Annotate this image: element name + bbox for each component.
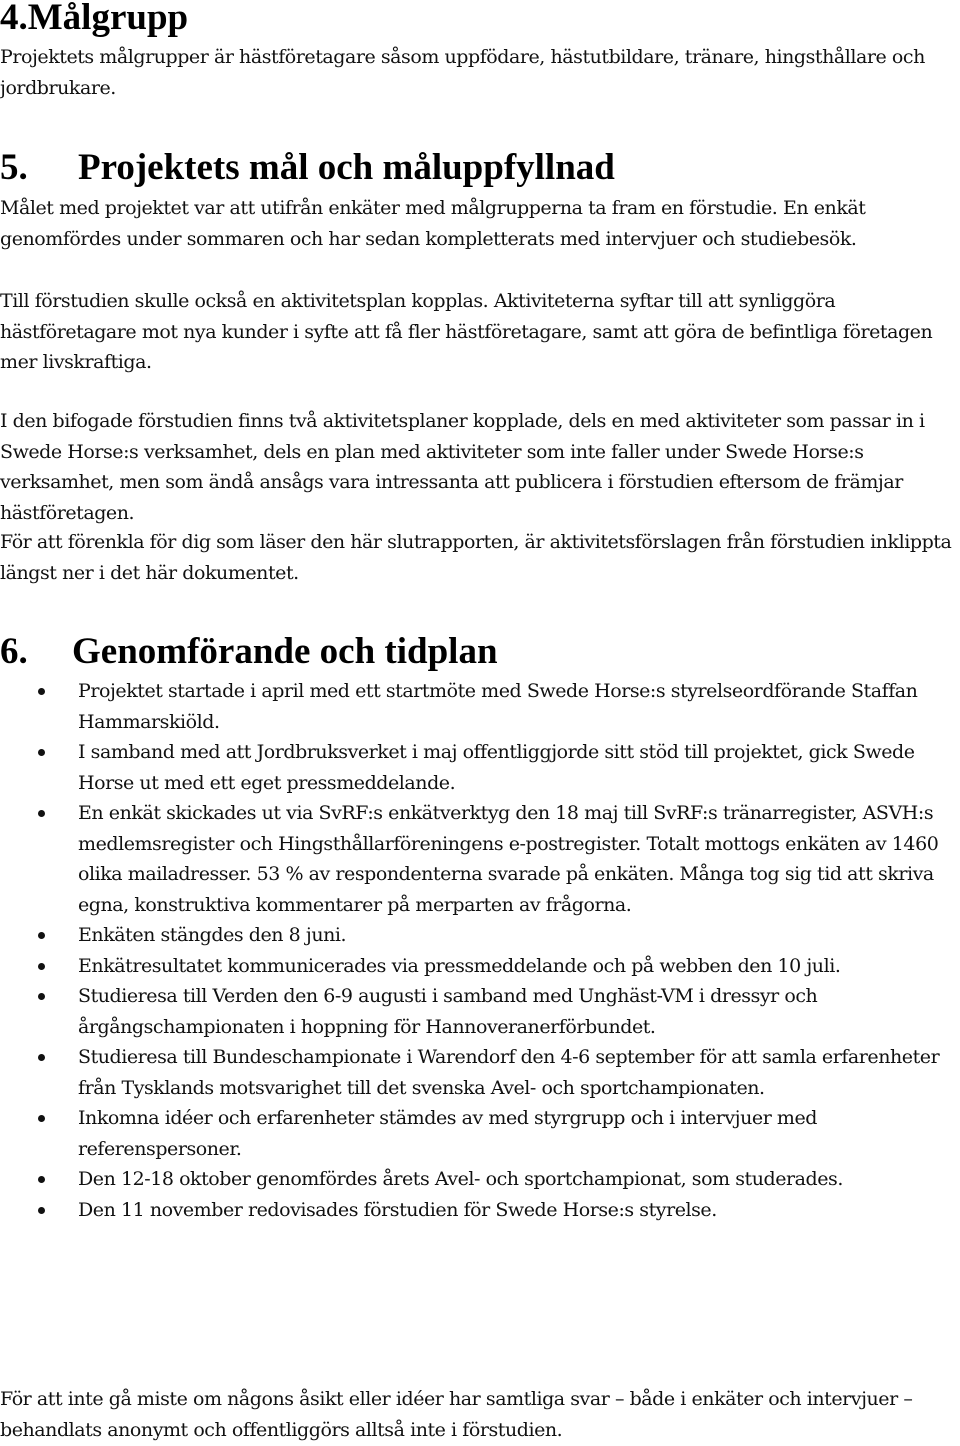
list-item-text: Studieresa till Verden den 6-9 augusti i samband med Unghäst-VM i dressyr och årgångschampionaten i hoppning för Hannoveranerförbundet. (78, 985, 818, 1038)
bullet-icon (38, 1176, 45, 1183)
section-6-title: Genomförande och tidplan (72, 631, 498, 672)
list-item (0, 798, 960, 920)
bullet-icon (38, 1054, 45, 1061)
list-item (0, 981, 960, 1042)
list-item-text: Den 11 november redovisades förstudien för Swede Horse:s styrelse. (78, 1198, 717, 1221)
list-item (0, 676, 960, 737)
section-4-number: 4. (0, 0, 28, 38)
list-item-text: I samband med att Jordbruksverket i maj offentliggjorde sitt stöd till projektet, gick Swede Horse ut med ett eget pressmeddelande. (78, 741, 915, 794)
bullet-icon (38, 993, 45, 1000)
bullet-icon (38, 749, 45, 756)
list-item-text: Inkomna idéer och erfarenheter stämdes av med styrgrupp och i intervjuer med referenspersoner. (78, 1107, 817, 1160)
section-4-body: Projektets målgrupper är hästföretagare såsom uppfödare, hästutbildare, tränare, hingsthållare och jordbrukare. (0, 46, 925, 99)
bullet-icon (38, 1115, 45, 1122)
bullet-icon (38, 932, 45, 939)
bullet-icon (38, 963, 45, 970)
list-item-text: Projektet startade i april med ett startmöte med Swede Horse:s styrelseordförande Staffan Hammarskiöld. (78, 680, 918, 733)
list-item (0, 1042, 960, 1103)
list-item (0, 1195, 960, 1226)
list-item-text: Studieresa till Bundeschampionate i Warendorf den 4-6 september för att samla erfarenheter från Tysklands motsvarighet till det svenska Avel- och sportchampionaten. (78, 1046, 940, 1099)
list-item (0, 737, 960, 798)
bullet-icon (38, 1207, 45, 1214)
list-item (0, 920, 960, 951)
bullet-icon (38, 810, 45, 817)
section-5-title: Projektets mål och måluppfyllnad (78, 147, 615, 188)
section-6-number: 6. (0, 631, 28, 672)
list-item-text: Enkäten stängdes den 8 juni. (78, 924, 347, 946)
section-6-heading (0, 628, 960, 676)
list-item-text: Enkätresultatet kommunicerades via pressmeddelande och på webben den 10 juli. (78, 954, 841, 977)
list-item-text: Den 12-18 oktober genomfördes årets Avel- och sportchampionat, som studerades. (78, 1168, 843, 1190)
timeline-bullet-list (0, 676, 960, 1225)
section-4-title: Målgrupp (27, 0, 189, 38)
list-item (0, 1164, 960, 1195)
bullet-icon (38, 688, 45, 695)
list-item-text: En enkät skickades ut via SvRF:s enkätverktyg den 18 maj till SvRF:s tränarregister, ASVH:s medlemsregister och Hingsthållarföreningens e-postregister. Totalt mottogs enkäten av 1460 olika mailadresser. 53 % av respondenterna svarade på enkäten. Många tog sig tid att skriva egna, konstruktiva kommentarer på merparten av frågorna. (78, 802, 939, 916)
section-5-paragraph: I den bifogade förstudien finns två aktivitetsplaner kopplade, dels en med aktiviteter som passar in i Swede Horse:s verksamhet, dels en plan med aktiviteter som inte faller under Swede Horse:s verksamhet, men som ändå ansågs vara intressanta att publicera i förstudien eftersom de främjar hästföretagen. (0, 410, 925, 524)
section-5-paragraph: Till förstudien skulle också en aktivitetsplan kopplas. Aktiviteterna syftar till att synliggöra hästföretagare mot nya kunder i syfte att få fler hästföretagare, samt att göra de befintliga företagen mer livskraftiga. (0, 290, 933, 373)
section-5-paragraph: Målet med projektet var att utifrån enkäter med målgrupperna ta fram en förstudie. En enkät genomfördes under sommaren och har sedan kompletterats med intervjuer och studiebesök. (0, 197, 866, 250)
list-item (0, 1103, 960, 1164)
list-item (0, 951, 960, 982)
section-5-heading (0, 146, 960, 190)
section-5-number: 5. (0, 147, 28, 188)
closing-paragraph: För att inte gå miste om någons åsikt eller idéer har samtliga svar – både i enkäter och intervjuer – behandlats anonymt och offentliggörs alltså inte i förstudien. (0, 1388, 913, 1441)
section-5-paragraph: För att förenkla för dig som läser den här slutrapporten, är aktivitetsförslagen från förstudien inklippta längst ner i det här dokumentet. (0, 531, 952, 584)
section-4-heading (0, 0, 960, 40)
